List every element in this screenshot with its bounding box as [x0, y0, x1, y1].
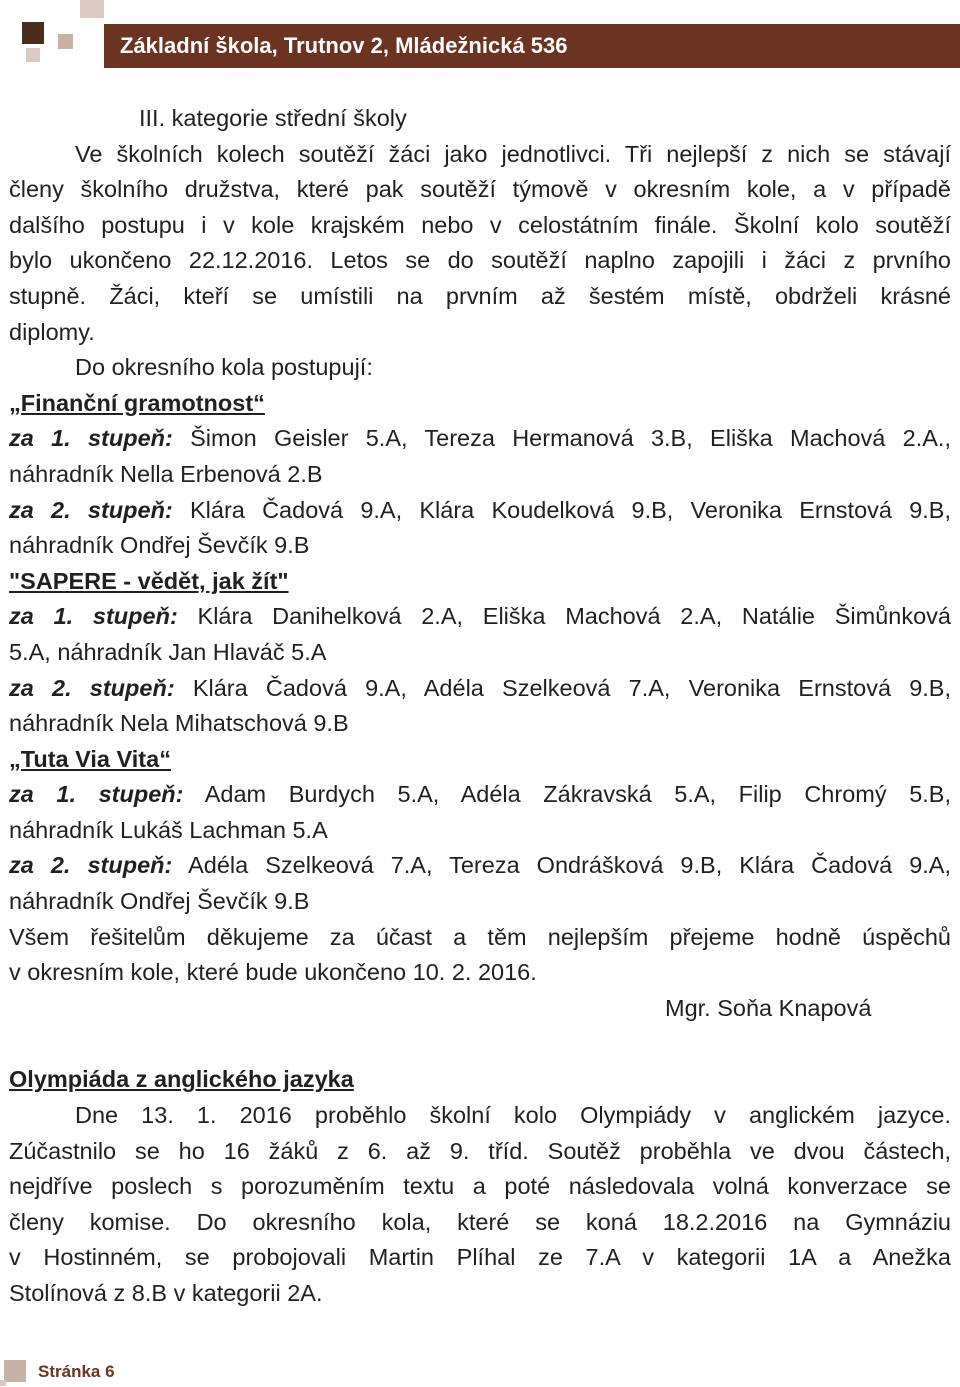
- entry-line: [9, 848, 951, 884]
- entry-names: Adam Burdych 5.A, Adéla Zákravská 5.A, Filip Chromý 5.B,: [183, 781, 951, 808]
- entry-names: Adéla Szelkeová 7.A, Tereza Ondrášková 9.B, Klára Čadová 9.A,: [172, 852, 951, 879]
- paragraph-line: členy školního družstva, které pak soutěží týmově v okresním kole, a v případě: [9, 176, 951, 203]
- group-title: "SAPERE - vědět, jak žít": [9, 567, 289, 594]
- entry-line: [9, 671, 951, 707]
- entry-label: za 2. stupeň:: [9, 496, 173, 523]
- entry-names: Klára Čadová 9.A, Adéla Szelkeová 7.A, Veronika Ernstová 9.B,: [174, 674, 951, 701]
- decorative-square: [22, 22, 44, 44]
- entry-label: za 1. stupeň:: [9, 603, 178, 630]
- paragraph-line: Ve školních kolech soutěží žáci jako jednotlivci. Tři nejlepší z nich se stávají: [75, 140, 951, 167]
- paragraph-line: dalšího postupu i v kole krajském nebo v celostátním finále. Školní kolo soutěží: [9, 211, 951, 238]
- entry-line: 5.A, náhradník Jan Hlaváč 5.A: [9, 638, 327, 665]
- decorative-square: [4, 1360, 26, 1382]
- entry-line: náhradník Ondřej Ševčík 9.B: [9, 888, 310, 915]
- advance-heading: Do okresního kola postupují:: [75, 354, 373, 381]
- entry-line: [9, 599, 951, 635]
- entry-label: za 2. stupeň:: [9, 674, 175, 701]
- decorative-square: [26, 48, 40, 62]
- page-number: Stránka 6: [38, 1362, 115, 1381]
- signature: Mgr. Soňa Knapová: [665, 994, 872, 1021]
- paragraph-line: stupně. Žáci, kteří se umístili na prvním až šestém místě, obdrželi krásné: [9, 282, 951, 309]
- decorative-square: [0, 1380, 6, 1386]
- paragraph-line: v Hostinném, se probojovali Martin Plíhal ze 7.A v kategorii 1A a Anežka: [9, 1244, 951, 1271]
- thanks-line: v okresním kole, které bude ukončeno 10. 2. 2016.: [9, 959, 537, 986]
- paragraph-line: Stolínová z 8.B v kategorii 2A.: [9, 1280, 323, 1306]
- page-header: [0, 0, 960, 90]
- entry-names: Šimon Geisler 5.A, Tereza Hermanová 3.B, Eliška Machová 2.A.,: [172, 425, 951, 452]
- header-banner: Základní škola, Trutnov 2, Mládežnická 536: [104, 24, 960, 68]
- entry-line: náhradník Nella Erbenová 2.B: [9, 460, 323, 487]
- decorative-square: [80, 0, 104, 18]
- entry-label: za 1. stupeň:: [9, 425, 173, 452]
- paragraph-line: diplomy.: [9, 318, 95, 345]
- category-heading: III. kategorie střední školy: [139, 105, 407, 131]
- group-title: „Finanční gramotnost“: [9, 389, 265, 416]
- paragraph-line: Dne 13. 1. 2016 proběhlo školní kolo Olympiády v anglickém jazyce.: [75, 1102, 951, 1129]
- entry-line: [9, 493, 951, 529]
- decorative-square: [58, 34, 73, 49]
- page-footer: [0, 1358, 300, 1382]
- paragraph-line: nejdříve poslech s porozuměním textu a poté následovala volná konverzace se: [9, 1173, 951, 1200]
- entry-line: náhradník Lukáš Lachman 5.A: [9, 816, 328, 843]
- entry-label: za 2. stupeň:: [9, 852, 173, 879]
- entry-line: náhradník Ondřej Ševčík 9.B: [9, 532, 310, 559]
- section-title: Olympiáda z anglického jazyka: [9, 1066, 354, 1093]
- article-body: [9, 101, 951, 1312]
- entry-label: za 1. stupeň:: [9, 781, 184, 808]
- entry-names: Klára Danihelková 2.A, Eliška Machová 2.A, Natálie Šimůnková: [177, 603, 951, 630]
- paragraph-line: Zúčastnilo se ho 16 žáků z 6. až 9. tříd. Soutěž proběhla ve dvou částech,: [9, 1137, 951, 1164]
- thanks-line: Všem řešitelům děkujeme za účast a těm nejlepším přejeme hodně úspěchů: [9, 923, 951, 950]
- section-spacer: [9, 1026, 951, 1062]
- group-title: „Tuta Via Vita“: [9, 745, 171, 772]
- entry-line: náhradník Nela Mihatschová 9.B: [9, 710, 349, 737]
- entry-line: [9, 421, 951, 457]
- entry-names: Klára Čadová 9.A, Klára Koudelková 9.B, Veronika Ernstová 9.B,: [172, 496, 951, 523]
- paragraph-line: bylo ukončeno 22.12.2016. Letos se do soutěží naplno zapojili i žáci z prvního: [9, 247, 951, 274]
- paragraph-line: členy komise. Do okresního kola, které se koná 18.2.2016 na Gymnáziu: [9, 1208, 951, 1235]
- entry-line: [9, 777, 951, 813]
